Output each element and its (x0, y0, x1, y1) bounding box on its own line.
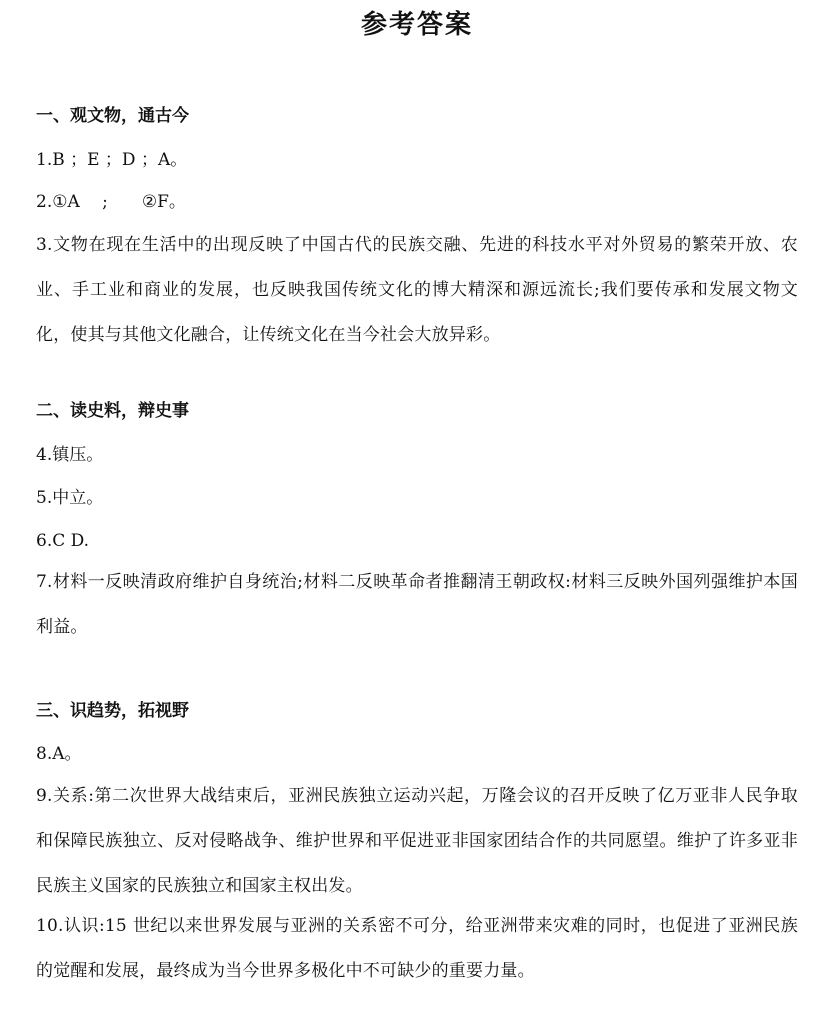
answer-item-5: 5.中立。 (36, 488, 104, 508)
answer-item-2: 2.①A ; ②F。 (36, 192, 186, 212)
page-title: 参考答案 (360, 10, 473, 40)
answer-item-9: 9.关系:第二次世界大战结束后，亚洲民族独立运动兴起，万隆会议的召开反映了亿万亚非人民争取和保障民族独立、反对侵略战争、维护世界和平促进亚非国家团结合作的共同愿望。维护了许多亚非民族主义国家的民族独立和国家主权出发。 (36, 786, 798, 896)
section-heading-1: 一、观文物，通古今 (36, 106, 189, 126)
answer-item-8: 8.A。 (36, 744, 82, 764)
answer-item-6: 6.C D. (36, 531, 90, 551)
section-heading-2: 二、读史料，辩史事 (36, 401, 189, 421)
answer-item-3: 3.文物在现在生活中的出现反映了中国古代的民族交融、先进的科技水平对外贸易的繁荣开放、农业、手工业和商业的发展，也反映我国传统文化的博大精深和源远流长;我们要传承和发展文物文化，使其与其他文化融合，让传统文化在当今社会大放异彩。 (36, 235, 798, 345)
answer-item-4: 4.镇压。 (36, 445, 104, 465)
answer-item-7: 7.材料一反映清政府维护自身统治;材料二反映革命者推翻清王朝政权:材料三反映外国列强维护本国利益。 (36, 572, 798, 637)
section-heading-3: 三、识趋势，拓视野 (36, 701, 189, 721)
answer-item-10: 10.认识:15 世纪以来世界发展与亚洲的关系密不可分，给亚洲带来灾难的同时，也促进了亚洲民族的觉醒和发展，最终成为当今世界多极化中不可缺少的重要力量。 (36, 916, 798, 981)
answer-item-1: 1.B ；E ；D ；A。 (36, 150, 188, 170)
